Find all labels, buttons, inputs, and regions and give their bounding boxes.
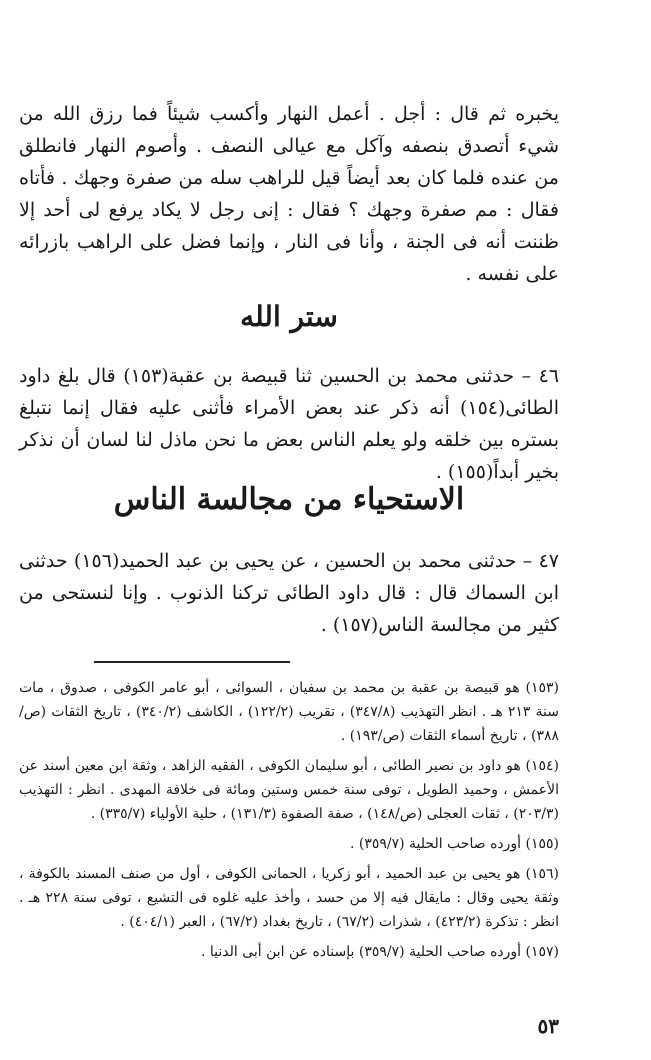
paragraph-47 [19,545,559,641]
footnote-divider [94,661,290,663]
body-text: يخبره ثم قال : أجل . أعمل النهار وأكسب شيئاً فما رزق الله من شيء أتصدق بنصفه وآكل مع عيالى النصف . وأصوم النهار فانطلق من عنده فلما كان بعد أيضاً قيل للراهب سله من صفرة وجهك . فأتاه فقال : مم صفرة وجهك ؟ فقال : إنى رجل لا يكاد يرفع لى أحد إلا ظننت أنه فى الجنة ، وأنا فى النار ، وإنما فضل على الراهب بازرائه على نفسه . [19,103,559,285]
paragraph-46 [19,360,559,488]
paragraph-opening [19,98,559,290]
body-text: ٤٦ – حدثنى محمد بن الحسين ثنا قبيصة بن عقبة(١٥٣) قال بلغ داود الطائى(١٥٤) أنه ذكر عند بعض الأمراء فأثنى عليه فقال إنما نتبلغ بستره بين خلقه ولو يعلم الناس بعض ما نحن ماذل لنا لسان أن نذكر بخير أبداً(١٥٥) . [19,365,559,483]
footnote-154: (١٥٤) هو داود بن نصير الطائى ، أبو سليمان الكوفى ، الفقيه الزاهد ، وثقة ابن معين أسند عن الأعمش ، وحميد الطويل ، توفى سنة خمس وستين ومائة فى خلافة المهدى . انظر : التهذيب (٢٠٣/٣) ، ثقات العجلى (ص/١٤٨) ، صفة الصفوة (١٣١/٣) ، حلية الأولياء (٣٣٥/٧) . [19,758,559,822]
section-heading-istihya: الاستحياء من مجالسة الناس [113,482,465,517]
section-heading-satr-allah: ستر الله [240,300,338,333]
body-text: ٤٧ – حدثنى محمد بن الحسين ، عن يحيى بن عبد الحميد(١٥٦) حدثنى ابن السماك قال : قال داود الطائى تركنا الذنوب . وإنا لنستحى من كثير من مجالسة الناس(١٥٧) . [19,550,559,636]
footnote-155: (١٥٥) أورده صاحب الحلية (٣٥٩/٧) . [349,836,559,852]
footnote-153: (١٥٣) هو قبيصة بن عقبة بن محمد بن سفيان ، السوائى ، أبو عامر الكوفى ، صدوق ، مات سنة ٢١٣ هـ . انظر التهذيب (٣٤٧/٨) ، تقريب (١٢٢/٢) ، الكاشف (٣٤٠/٢) ، تاريخ الثقات (ص/٣٨٨) ، تاريخ أسماء الثقات (ص/١٩٣) . [19,680,560,744]
footnotes [19,676,559,970]
footnote-156: (١٥٦) هو يحيى بن عبد الحميد ، أبو زكريا ، الحمانى الكوفى ، أول من صنف المسند بالكوفة ، وثقة يحيى وقال : مايقال فيه إلا من حسد ، وأخذ عليه غلوه فى التشيع ، توفى سنة ٢٢٨ هـ . انظر : تذكرة (٤٢٣/٢) ، شذرات (٦٧/٢) ، تاريخ بغداد (٦٧/٢) ، العبر (٤٠٤/١) . [19,866,559,930]
page-number: ٥٣ [537,1014,559,1038]
footnote-157: (١٥٧) أورده صاحب الحلية (٣٥٩/٧) بإسناده عن ابن أبى الدنيا . [200,944,559,960]
